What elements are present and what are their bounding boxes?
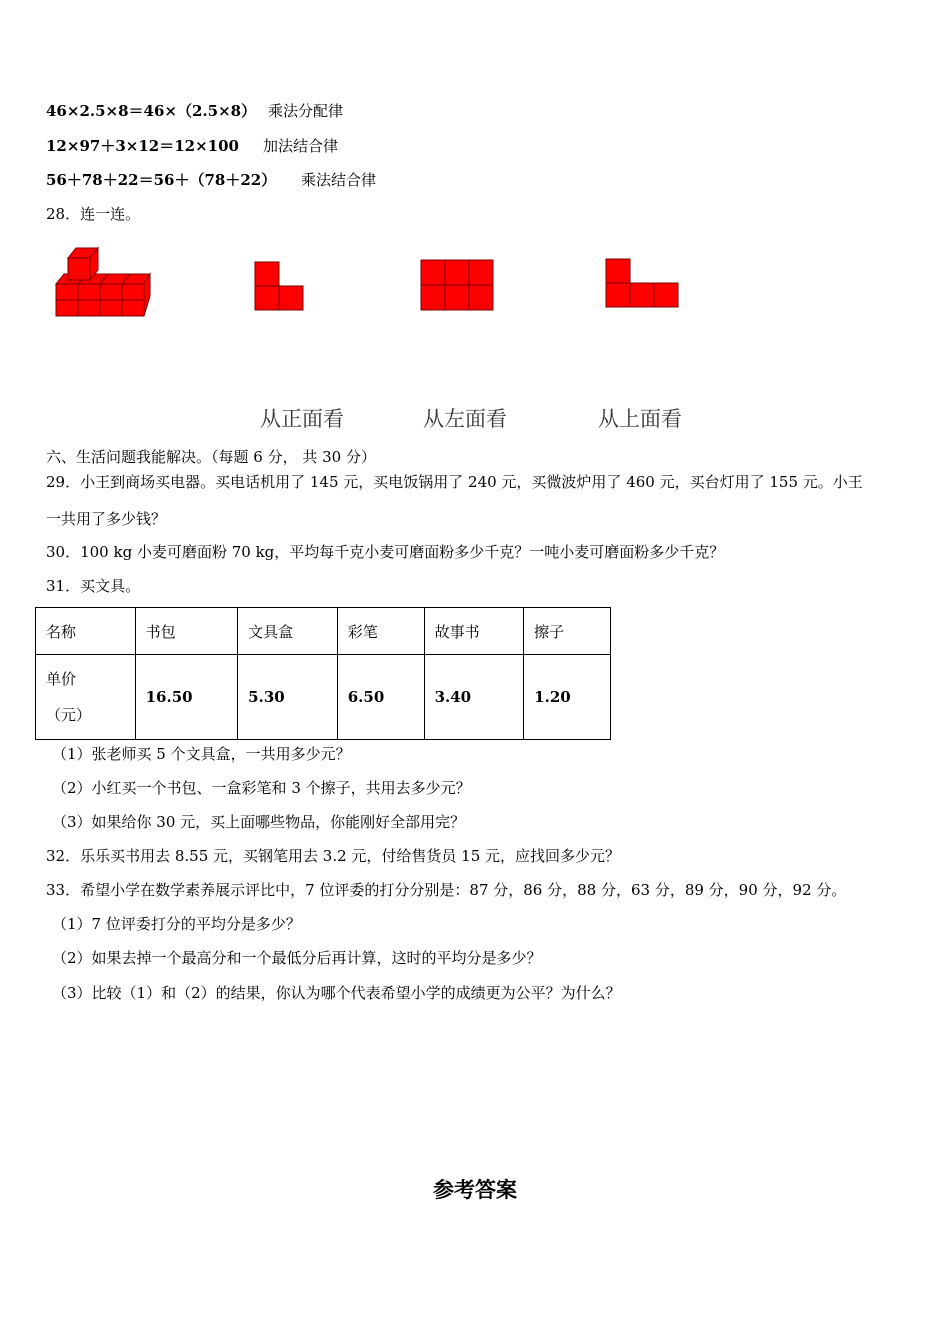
question-28: 28．连一连。 [46,205,141,223]
question-30: 30．100 kg 小麦可磨面粉 70 kg，平均每千克小麦可磨面粉多少千克？一吨小麦可磨面粉多少千克？ [46,543,725,561]
view-label-left: 从左面看 [423,407,507,431]
table-header-cell: 擦子 [524,608,611,655]
question-31-sub-1: （1）张老师买 5 个文具盒，一共用多少元？ [52,745,351,763]
table-cell: 1.20 [524,655,611,740]
view-shape-l-figure [254,261,306,311]
answer-title: 参考答案 [433,1177,517,1202]
table-cell: 5.30 [238,655,338,740]
law-3: 乘法结合律 [301,171,377,189]
question-29: 29．小王到商场买电器。买电话机用了 145 元，买电饭锅用了 240 元，买微波炉用了 460 元，买台灯用了 155 元。小王 [46,473,863,491]
cube-stack-3d-figure [50,244,152,320]
question-33-sub-3: （3）比较（1）和（2）的结果，你认为哪个代表希望小学的成绩更为公平？为什么？ [52,984,621,1002]
view-shape-long-l-figure [605,258,681,309]
view-shape-grid-figure [420,259,495,311]
law-2: 加法结合律 [263,137,339,155]
table-cell: 3.40 [424,655,524,740]
table-row [36,655,611,740]
question-31-sub-2: （2）小红买一个书包、一盒彩笔和 3 个擦子，共用去多少元？ [52,779,471,797]
question-31: 31．买文具。 [46,577,141,595]
expr-2: 12×97＋3×12＝12×100 [46,137,239,155]
question-32: 32．乐乐买书用去 8.55 元，买钢笔用去 3.2 元，付给售货员 15 元，应找回多少元？ [46,847,621,865]
table-header-cell: 名称 [36,608,136,655]
view-label-front: 从正面看 [260,407,344,431]
row-label-line-2: （元） [46,706,92,724]
price-table [35,607,611,740]
table-cell: 6.50 [337,655,424,740]
section-6-heading: 六、生活问题我能解决。（每题 6 分， 共 30 分） [46,448,376,466]
row-label-line-1: 单价 [46,670,77,688]
table-header-cell: 文具盒 [238,608,338,655]
table-cell: 16.50 [135,655,238,740]
expr-3: 56＋78＋22＝56＋（78＋22） [46,171,277,189]
expr-1: 46×2.5×8＝46×（2.5×8） [46,102,257,120]
question-31-sub-3: （3）如果给你 30 元，买上面哪些物品，你能刚好全部用完？ [52,813,466,831]
table-header-cell: 彩笔 [337,608,424,655]
law-1: 乘法分配律 [268,102,344,120]
table-header-row [36,608,611,655]
question-33-sub-1: （1）7 位评委打分的平均分是多少？ [52,915,301,933]
table-header-cell: 书包 [135,608,238,655]
view-label-top: 从上面看 [598,407,682,431]
table-header-cell: 故事书 [424,608,524,655]
question-33: 33．希望小学在数学素养展示评比中，7 位评委的打分分别是：87 分，86 分，88 分，63 分，89 分，90 分，92 分。 [46,881,847,899]
question-29-cont: 一共用了多少钱？ [46,510,167,528]
question-33-sub-2: （2）如果去掉一个最高分和一个最低分后再计算，这时的平均分是多少？ [52,949,542,967]
table-row-label [36,655,136,740]
